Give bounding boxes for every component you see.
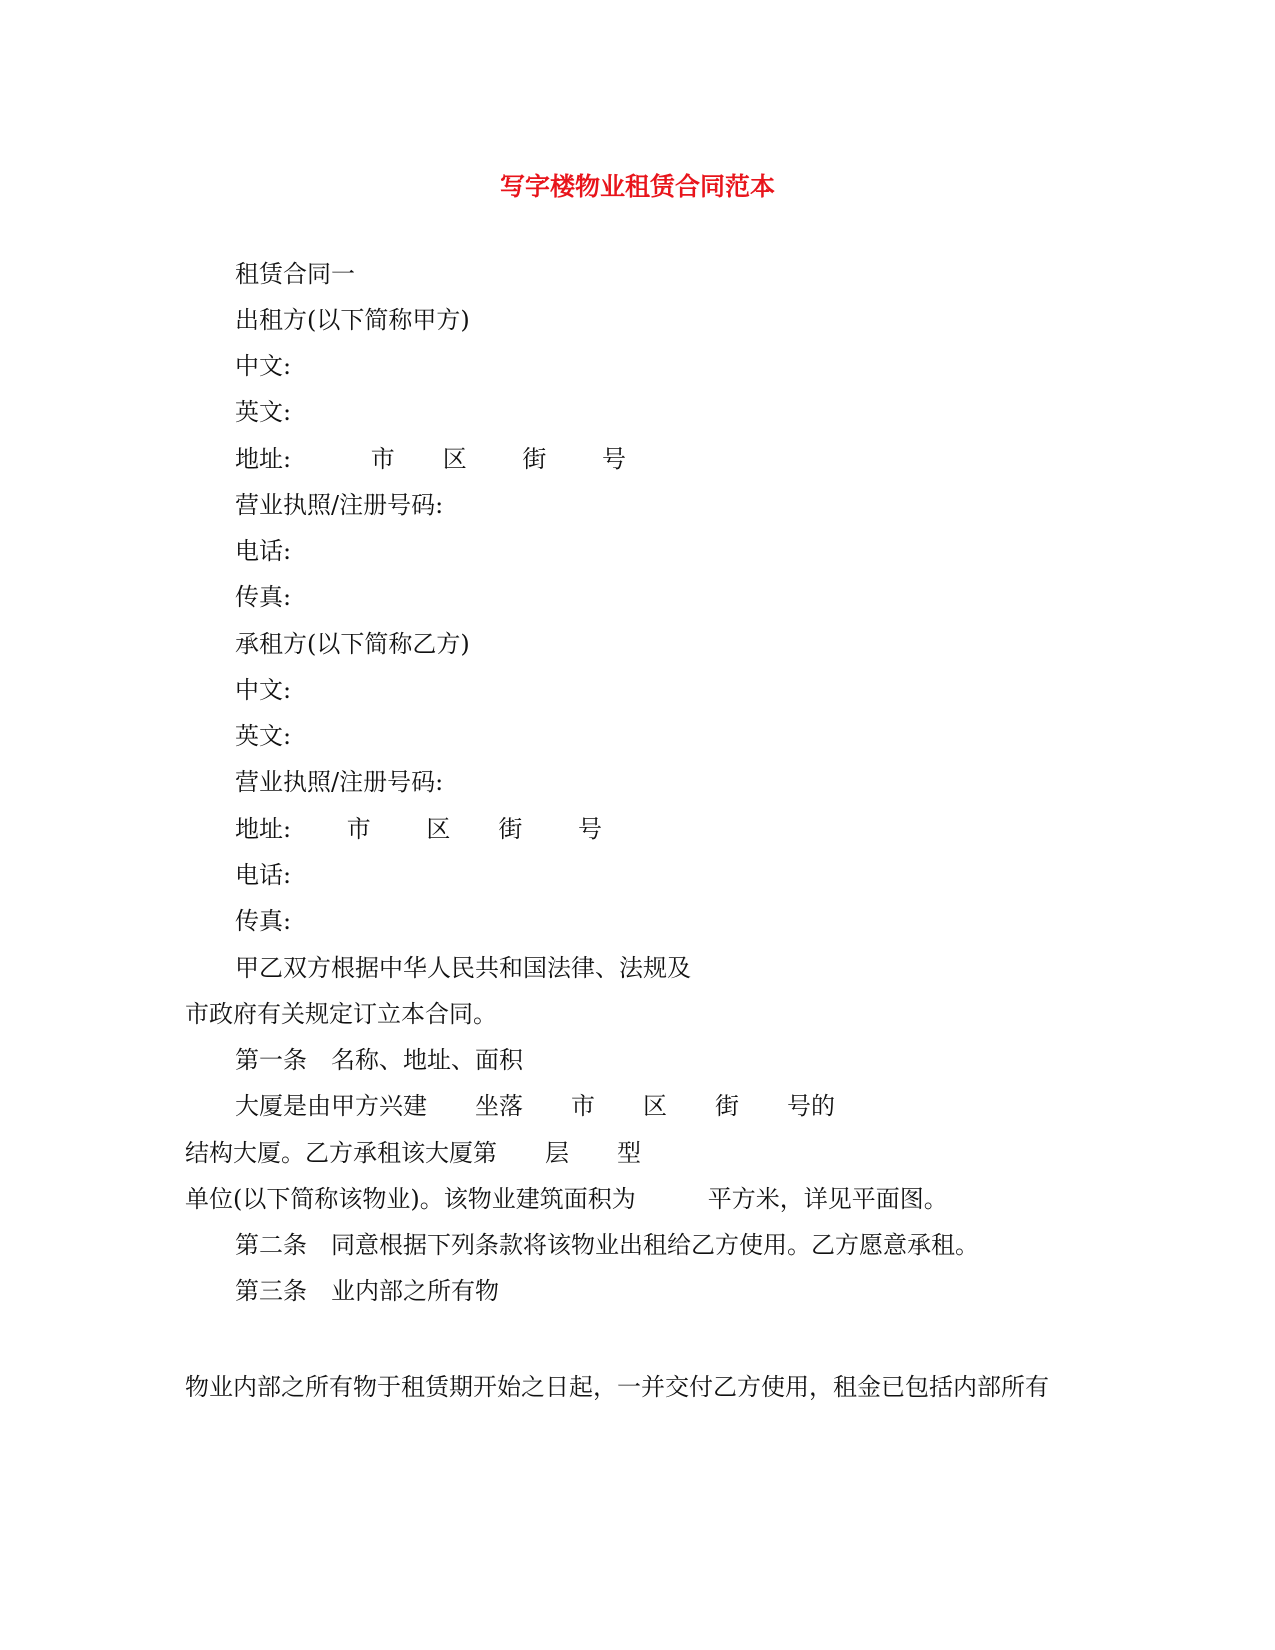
contract-heading: 租赁合同一 [235, 260, 355, 288]
article-2: 第二条 同意根据下列条款将该物业出租给乙方使用。乙方愿意承租。 [235, 1231, 979, 1259]
lessee-english-name: 英文: [235, 722, 292, 750]
lessee-heading: 承租方(以下简称乙方) [235, 630, 470, 658]
article-3-text: 物业内部之所有物于租赁期开始之日起，一并交付乙方使用，租金已包括内部所有 [185, 1373, 1049, 1401]
lessor-phone: 电话: [235, 537, 292, 565]
lessor-license: 营业执照/注册号码: [235, 491, 444, 519]
lessee-fax: 传真: [235, 907, 292, 935]
lessee-phone: 电话: [235, 861, 292, 889]
article-1-text-1: 大厦是由甲方兴建 坐落 市 区 街 号的 [235, 1092, 835, 1120]
lessor-chinese-name: 中文: [235, 352, 292, 380]
lessor-english-name: 英文: [235, 398, 292, 426]
lessee-address: 地址: 市 区 街 号 [235, 815, 602, 843]
document-title: 写字楼物业租赁合同范本 [499, 172, 775, 201]
lessee-license: 营业执照/注册号码: [235, 768, 444, 796]
lessee-chinese-name: 中文: [235, 676, 292, 704]
preamble-line-2: 市政府有关规定订立本合同。 [185, 1000, 497, 1028]
article-1-text-2: 结构大厦。乙方承租该大厦第 层 型 [185, 1139, 641, 1167]
lessor-heading: 出租方(以下简称甲方) [235, 306, 470, 334]
article-3-heading: 第三条 业内部之所有物 [235, 1277, 499, 1305]
preamble-line-1: 甲乙双方根据中华人民共和国法律、法规及 [235, 954, 691, 982]
article-1-heading: 第一条 名称、地址、面积 [235, 1046, 523, 1074]
lessor-address: 地址: 市 区 街 号 [235, 445, 626, 473]
lessor-fax: 传真: [235, 583, 292, 611]
article-1-text-3: 单位(以下简称该物业)。该物业建筑面积为 平方米，详见平面图。 [185, 1185, 948, 1213]
